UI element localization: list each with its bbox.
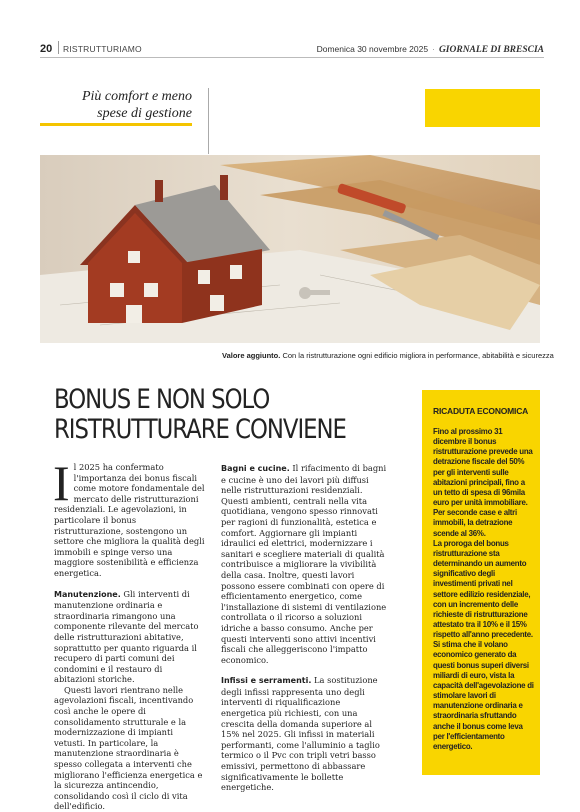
headline-line-2: RISTRUTTURARE CONVIENE	[54, 414, 346, 445]
house-model-photo	[40, 155, 540, 343]
sidebar-paragraph-3: La proroga del bonus ristrutturazione sta determinando un aumento significativo degli investimenti privati nel settore edilizio residenziale, con un incremento delle richieste di ristrutturazione attestato tra il 10% e il 15% rispetto all'anno precedente.	[433, 538, 533, 640]
subhead-infissi: Infissi e serramenti.	[221, 676, 312, 686]
yellow-accent-box	[425, 89, 540, 127]
sidebar-title: RICADUTA ECONOMICA	[433, 406, 529, 416]
subhead-manutenzione: Manutenzione.	[54, 589, 121, 599]
headline	[54, 385, 346, 445]
kicker-line-2: spese di gestione	[97, 106, 192, 121]
sidebar-paragraph-1: Fino al prossimo 31 dicembre il bonus ristrutturazione prevede una detrazione fiscale del 50% per gli interventi sulle abitazioni principali, fino a un tetto di spesa di 96mila euro per unità immobiliare.	[433, 427, 533, 508]
photo-caption	[222, 351, 554, 360]
sidebar-paragraph-4: Si stima che il volano economico generato da questi bonus superi diversi miliardi di euro, vista la capacità dell'agevolazione di stimolare lavori di manutenzione ordinaria e straordinaria sfruttando anche il bonus come leva per l'efficientamento energetico.	[433, 640, 534, 751]
article-column-2	[221, 463, 387, 803]
article-column-1	[53, 455, 206, 812]
header-rule	[40, 57, 544, 58]
header-separator	[58, 41, 59, 54]
subhead-bagni-cucine: Bagni e cucine.	[221, 464, 290, 473]
sidebar-text	[433, 427, 535, 752]
article-paragraph-2: Manutenzione. Gli interventi di manutenzione ordinaria e straordinaria rimangono una componente rilevante del mercato delle ristrutturazioni abitative, soprattutto per quanto riguarda il recupero di parti comuni dei condomini e il restauro di abitazioni storiche.	[54, 588, 199, 685]
caption-lead: Valore aggiunto.	[222, 351, 281, 360]
kicker-underline	[40, 123, 192, 126]
newspaper-name: GIORNALE DI BRESCIA	[438, 45, 544, 55]
section-name: RISTRUTTURIAMO	[63, 44, 142, 54]
kicker	[22, 88, 192, 122]
article-paragraph-3: Questi lavori rientrano nelle agevolazioni fiscali, incentivando così anche le opere di consolidamento strutturale e la modernizzazione di impianti vetusti. In particolare, la manutenzione straordinaria è spesso collegata a interventi che migliorano l'efficienza energetica e la sicurezza antincendio, consolidando così il ciclo di vita dell'edificio.	[54, 684, 203, 812]
caption-text: Con la ristrutturazione ogni edificio migliora in performance, abitabilità e sicurezza	[282, 351, 554, 360]
sidebar-paragraph-2: Per seconde case e altri immobili, la detrazione scende al 36%.	[433, 508, 517, 538]
kicker-line-1: Più comfort e meno	[81, 89, 192, 104]
headline-line-1: BONUS E NON SOLO	[54, 384, 270, 415]
drop-cap: I	[53, 455, 70, 511]
kicker-divider	[208, 88, 209, 154]
issue-date: Domenica 30 novembre 2025	[316, 44, 429, 54]
page-number: 20	[40, 43, 53, 55]
article-paragraph-4: Bagni e cucine. Il rifacimento di bagni e cucine è uno dei lavori più diffusi nelle ristrutturazioni residenziali. Questi ambienti, centrali nella vita quotidiana, vengono spesso rinnovati per ragioni di funzionalità, estetica e comfort. Aggiornare gli impianti idraulici ed elettrici, modernizzare i sanitari e scegliere materiali di qualità contribuisce a migliorare la vivibilità della casa. Inoltre, questi lavori possono essere combinati con opere di efficientamento energetico, come l'installazione di sistemi di ventilazione controllata o il ricorso a soluzioni idriche a basso consumo. Anche per questi interventi sono attivi incentivi fiscali che alleggeriscono l'impatto economico.	[221, 463, 387, 665]
article-paragraph-1: Il 2025 ha confermato l'importanza dei bonus fiscali come motore fondamentale del mercato delle ristrutturazioni residenziali. Le agevolazioni, in particolare il bonus ristrutturazione, sostengono un settore che migliora la qualità degli immobili e spinge verso una maggiore sostenibilità e efficienza energetica.	[53, 455, 205, 578]
header-date-line: Domenica 30 novembre 2025 · GIORNALE DI BRESCIA	[316, 44, 544, 55]
article-paragraph-5: Infissi e serramenti. La sostituzione degli infissi rappresenta uno degli interventi di riqualificazione energetica più richiesti, con una crescita della domanda superiore al 15% nel 2025. Gli infissi in materiali performanti, come l'alluminio a taglio termico o il Pvc con tripli vetri basso emissivi, permettono di abbassare significativamente le bollette energetiche.	[221, 675, 380, 793]
